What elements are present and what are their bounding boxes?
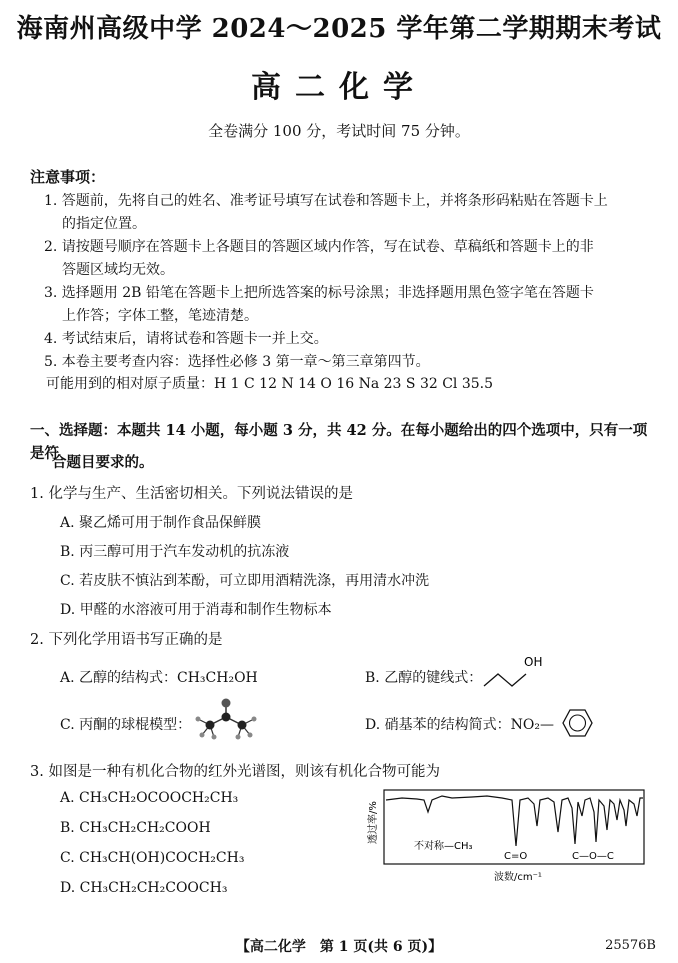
q1-option-a: A. 聚乙烯可用于制作食品保鲜膜 — [60, 515, 262, 531]
score-line: 全卷满分 100 分，考试时间 75 分钟。 — [208, 122, 470, 140]
note-line: 的指定位置。 — [62, 216, 146, 232]
q1-option-b: B. 丙三醇可用于汽车发动机的抗冻液 — [60, 544, 290, 560]
note-line: 1. 答题前，先将自己的姓名、准考证号填写在试卷和答题卡上，并将条形码粘贴在答题卡上 — [44, 193, 608, 209]
question-3-stem: 3. 如图是一种有机化合物的红外光谱图，则该有机化合物可能为 — [30, 764, 440, 780]
benzene-ring-icon — [555, 703, 601, 743]
question-1-stem: 1. 化学与生产、生活密切相关。下列说法错误的是 — [30, 486, 353, 502]
notes-title: 注意事项： — [30, 168, 106, 186]
acetone-ball-stick-icon — [190, 697, 266, 741]
ethanol-skeletal-icon — [480, 652, 550, 692]
note-line: 上作答；字体工整，笔迹清楚。 — [62, 308, 258, 324]
q3-option-a: A. CH₃CH₂OCOOCH₂CH₃ — [60, 790, 239, 806]
note-line: 答题区域均无效。 — [62, 262, 174, 278]
section-heading: 一、选择题：本题共 14 小题，每小题 3 分，共 42 分。在每小题给出的四个选项中，只有一项是符 — [30, 422, 648, 462]
note-line: 3. 选择题用 2B 铅笔在答题卡上把所选答案的标号涂黑；非选择题用黑色签字笔在答题卡 — [44, 285, 594, 301]
ir-trace — [386, 796, 643, 846]
question-2-stem: 2. 下列化学用语书写正确的是 — [30, 632, 223, 648]
paper-code: 25576B — [605, 938, 656, 953]
ir-ylabel: 透过率/% — [368, 801, 379, 844]
note-line: 5. 本卷主要考查内容：选择性必修 3 第一章～第三章第四节。 — [44, 354, 430, 370]
q1-option-d: D. 甲醛的水溶液可用于消毒和制作生物标本 — [60, 602, 332, 618]
q3-option-b: B. CH₃CH₂CH₂COOH — [60, 820, 211, 836]
note-line: 2. 请按题号顺序在答题卡上各题目的答题区域内作答，写在试卷、草稿纸和答题卡上的非 — [44, 239, 594, 255]
ir-annotation-co: C=O — [504, 851, 528, 862]
oh-label: OH — [524, 655, 543, 669]
q2-option-a: A. 乙醇的结构式：CH₃CH₂OH — [60, 670, 258, 686]
q3-option-d: D. CH₃CH₂CH₂COOCH₃ — [60, 880, 228, 896]
q2-option-d: D. 硝基苯的结构简式：NO₂— — [365, 717, 554, 733]
q3-option-c: C. CH₃CH(OH)COCH₂CH₃ — [60, 850, 245, 866]
exam-title: 海南州高级中学 2024～2025 学年第二学期期末考试 — [16, 14, 662, 44]
q2-option-c: C. 丙酮的球棍模型： — [60, 717, 192, 733]
page-footer: 【高二化学 第 1 页(共 6 页)】 — [235, 939, 443, 955]
section-heading-cont: 合题目要求的。 — [52, 454, 154, 471]
note-line: 4. 考试结束后，请将试卷和答题卡一并上交。 — [44, 331, 328, 347]
subject-title: 高二化学 — [251, 70, 427, 105]
ir-xlabel: 波数/cm⁻¹ — [494, 872, 542, 883]
ir-spectrum-figure — [362, 786, 652, 886]
q1-option-c: C. 若皮肤不慎沾到苯酚，可立即用酒精洗涤，再用清水冲洗 — [60, 573, 430, 589]
ir-annotation-ch3: 不对称—CH₃ — [414, 841, 473, 852]
q2-option-b: B. 乙醇的键线式： — [365, 670, 483, 686]
atomic-mass-line: 可能用到的相对原子质量：H 1 C 12 N 14 O 16 Na 23 S 32 Cl 35.5 — [46, 376, 494, 392]
ir-annotation-coc: C—O—C — [572, 851, 614, 862]
